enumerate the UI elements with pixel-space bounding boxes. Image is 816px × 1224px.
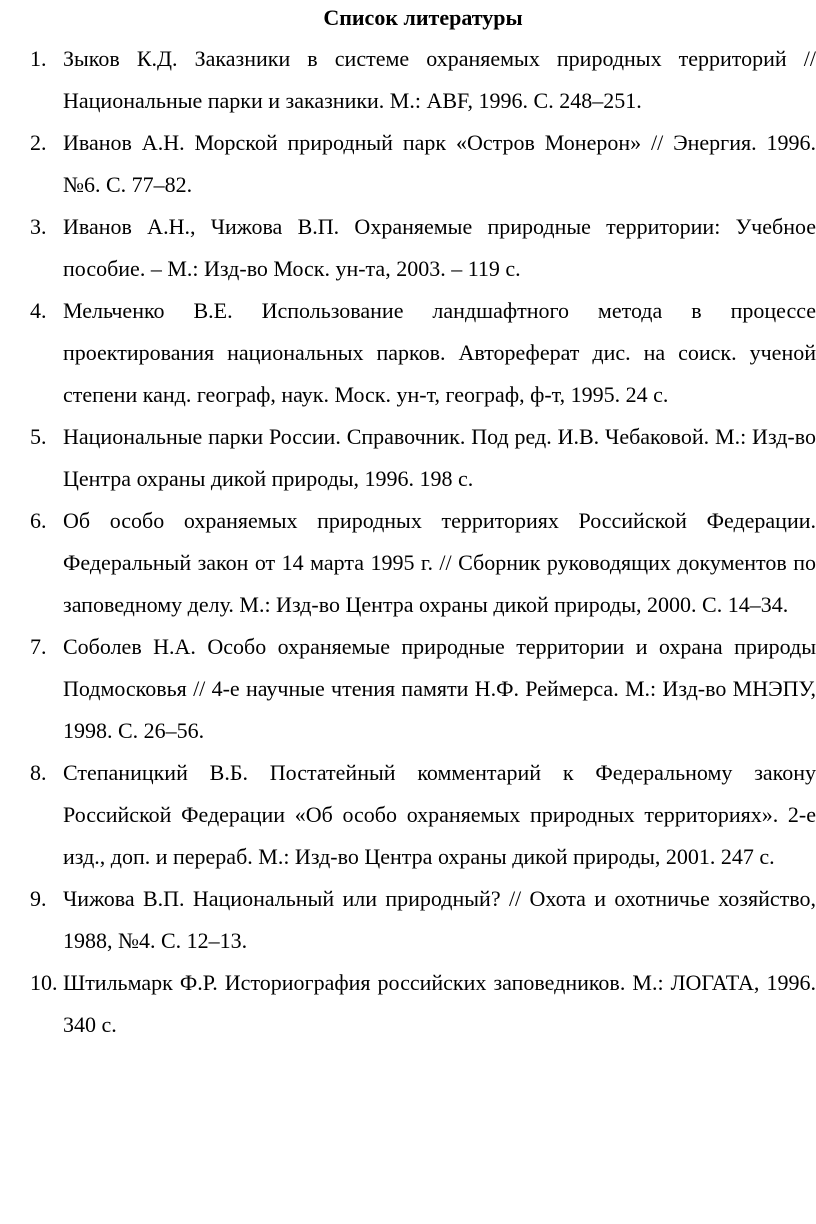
document-page bbox=[30, 0, 816, 1046]
reference-number: 7. bbox=[30, 634, 47, 659]
reference-number: 9. bbox=[30, 886, 47, 911]
reference-text: Об особо охраняемых природных территориях Российской Федерации. Федеральный закон от 14 марта 1995 г. // Сборник руководящих документов по заповедному делу. М.: Изд-во Центра охраны дикой природы, 2000. С. 14–34. bbox=[63, 508, 816, 617]
reference-text: Степаницкий В.Б. Постатейный комментарий к Федеральному закону Российской Федерации «Об особо охраняемых природных территориях». 2-е изд., доп. и перераб. М.: Изд-во Центра охраны дикой природы, 2001. 247 с. bbox=[63, 760, 816, 869]
reference-item bbox=[30, 752, 816, 878]
reference-item bbox=[30, 416, 816, 500]
reference-item bbox=[30, 290, 816, 416]
reference-text: Иванов А.Н., Чижова В.П. Охраняемые природные территории: Учебное пособие. – М.: Изд-во Моск. ун-та, 2003. – 119 с. bbox=[63, 214, 816, 281]
reference-number: 5. bbox=[30, 424, 47, 449]
reference-text: Зыков К.Д. Заказники в системе охраняемых природных территорий // Национальные парки и заказники. М.: ABF, 1996. С. 248–251. bbox=[63, 46, 816, 113]
reference-number: 2. bbox=[30, 130, 47, 155]
reference-text: Чижова В.П. Национальный или природный? // Охота и охотничье хозяйство, 1988, №4. С. 12–13. bbox=[63, 886, 816, 953]
reference-text: Штильмарк Ф.Р. Историография российских заповедников. М.: ЛОГАТА, 1996. 340 с. bbox=[63, 970, 816, 1037]
reference-number: 1. bbox=[30, 46, 47, 71]
reference-number: 6. bbox=[30, 508, 47, 533]
reference-number: 4. bbox=[30, 298, 47, 323]
reference-number: 3. bbox=[30, 214, 47, 239]
reference-list bbox=[30, 38, 816, 1046]
reference-text: Мельченко В.Е. Использование ландшафтного метода в процессе проектирования национальных парков. Автореферат дис. на соиск. ученой степени канд. географ, наук. Моск. ун-т, географ, ф-т, 1995. 24 с. bbox=[63, 298, 816, 407]
reference-text: Национальные парки России. Справочник. Под ред. И.В. Чебаковой. М.: Изд-во Центра охраны дикой природы, 1996. 198 с. bbox=[63, 424, 816, 491]
reference-item bbox=[30, 878, 816, 962]
reference-number: 10. bbox=[30, 970, 58, 995]
reference-text: Иванов А.Н. Морской природный парк «Остров Монерон» // Энергия. 1996. №6. С. 77–82. bbox=[63, 130, 816, 197]
reference-item bbox=[30, 206, 816, 290]
reference-text: Соболев Н.А. Особо охраняемые природные территории и охрана природы Подмосковья // 4-е научные чтения памяти Н.Ф. Реймерса. М.: Изд-во МНЭПУ, 1998. С. 26–56. bbox=[63, 634, 816, 743]
reference-item bbox=[30, 500, 816, 626]
reference-item bbox=[30, 122, 816, 206]
page-title: Список литературы bbox=[323, 5, 523, 30]
reference-item bbox=[30, 962, 816, 1046]
reference-item bbox=[30, 38, 816, 122]
reference-number: 8. bbox=[30, 760, 47, 785]
reference-item bbox=[30, 626, 816, 752]
